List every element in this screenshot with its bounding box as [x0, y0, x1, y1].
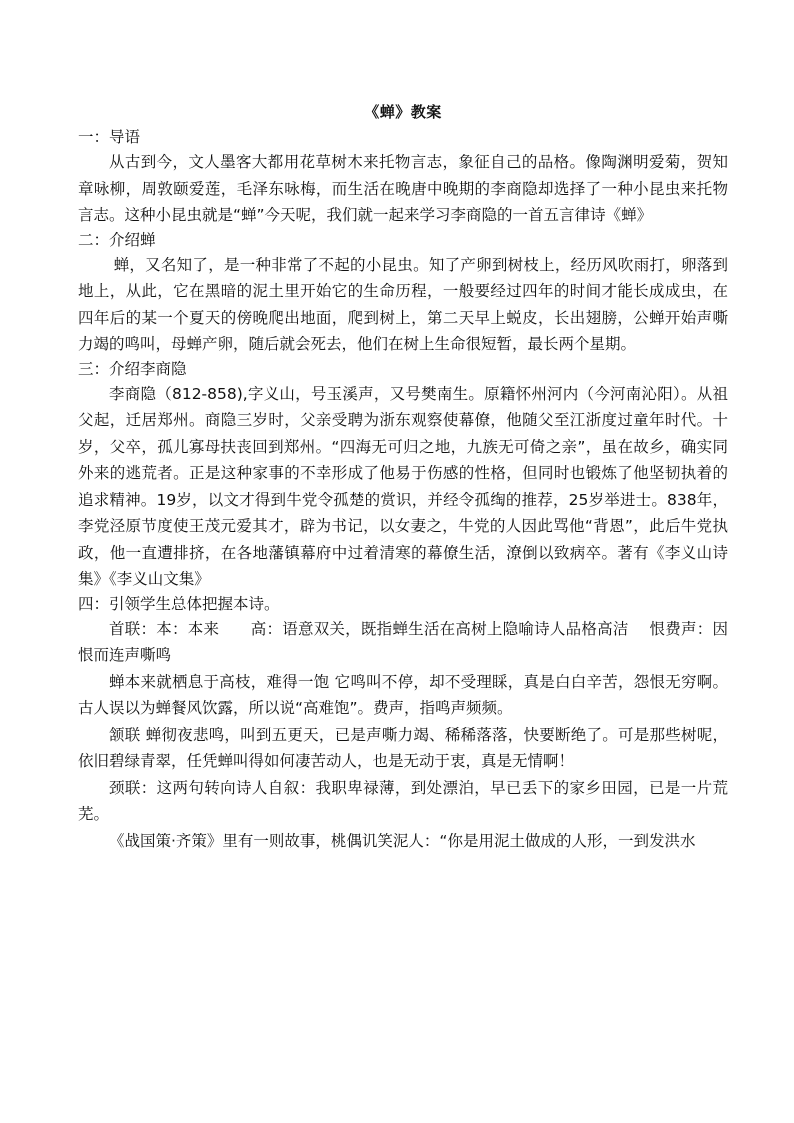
section-heading-poem-overview: 四：引领学生总体把握本诗。 — [78, 594, 280, 613]
section-heading-intro: 一：导语 — [78, 128, 141, 146]
section-heading-li-shangyin: 三：介绍李商隐 — [78, 359, 187, 378]
document-body — [78, 102, 728, 854]
paragraph-cicada: 蝉，又名知了，是一种非常了不起的小昆虫。知了产卵到树枝上，经历风吹雨打，卵落到地上，从此，它在黑暗的泥土里开始它的生命历程，一般要经过四年的时间才能长成成虫，在四年后的某一个夏天的傍晚爬出地面，爬到树上，第二天早上蜕皮，长出翅膀，公蝉开始声嘶力竭的鸣叫，母蝉产卵，随后就会死去，他们在树上生命很短暂，最长两个星期。 — [78, 255, 728, 353]
paragraph-third-couplet: 颈联：这两句转向诗人自叙：我职卑禄薄，到处漂泊，早已丢下的家乡田园，已是一片荒芜。 — [78, 778, 728, 823]
paragraph-first-couplet-notes: 首联：本：本来 高：语意双关，既指蝉生活在高树上隐喻诗人品格高洁 恨费声：因恨而连声嘶鸣 — [78, 619, 728, 664]
paragraph-zhanguoce-story: 《战国策·齐策》里有一则故事，桃偶讥笑泥人：“你是用泥土做成的人形，一到发洪水 — [109, 831, 696, 850]
paragraph-intro: 从古到今，文人墨客大都用花草树木来托物言志，象征自己的品格。像陶渊明爱菊，贺知章咏柳，周敦颐爱莲，毛泽东咏梅，而生活在晚唐中晚期的李商隐却选择了一种小昆虫来托物言志。这种小昆虫就是“蝉”今天呢，我们就一起来学习李商隐的一首五言律诗《蝉》 — [78, 153, 728, 224]
section-heading-cicada: 二：介绍蝉 — [78, 230, 156, 249]
document-title: 《蝉》教案 — [364, 103, 442, 121]
paragraph-second-couplet: 颔联 蝉彻夜悲鸣，叫到五更天，已是声嘶力竭、稀稀落落，快要断绝了。可是那些树呢，依旧碧绿青翠，任凭蝉叫得如何凄苦动人，也是无动于衷，真是无情啊！ — [78, 725, 728, 770]
paragraph-first-couplet-explanation: 蝉本来就栖息于高枝，难得一饱 它鸣叫不停，却不受理睬，真是白白辛苦，怨恨无穷啊。古人误以为蝉餐风饮露，所以说“高难饱”。费声，指鸣声频频。 — [78, 672, 728, 717]
paragraph-li-shangyin: 李商隐（812-858),字义山，号玉溪声，又号樊南生。原籍怀州河内（今河南沁阳）。从祖父起，迁居郑州。商隐三岁时，父亲受聘为浙东观察使幕僚，他随父至江浙度过童年时代。十岁，父卒，孤儿寡母扶丧回到郑州。“四海无可归之地，九族无可倚之亲”，虽在故乡，确实同外来的逃荒者。正是这种家事的不幸形成了他易于伤感的性格，但同时也锻炼了他坚韧执着的追求精神。19岁，以文才得到牛党令孤楚的赏识，并经令孤绹的推荐，25岁举进士。838年，李党泾原节度使王茂元爱其才，辟为书记，以女妻之，牛党的人因此骂他“背恩”，此后牛党执政，他一直遭排挤，在各地藩镇幕府中过着清寒的幕僚生活，潦倒以致病卒。著有《李义山诗集》《李义山文集》 — [78, 384, 728, 588]
